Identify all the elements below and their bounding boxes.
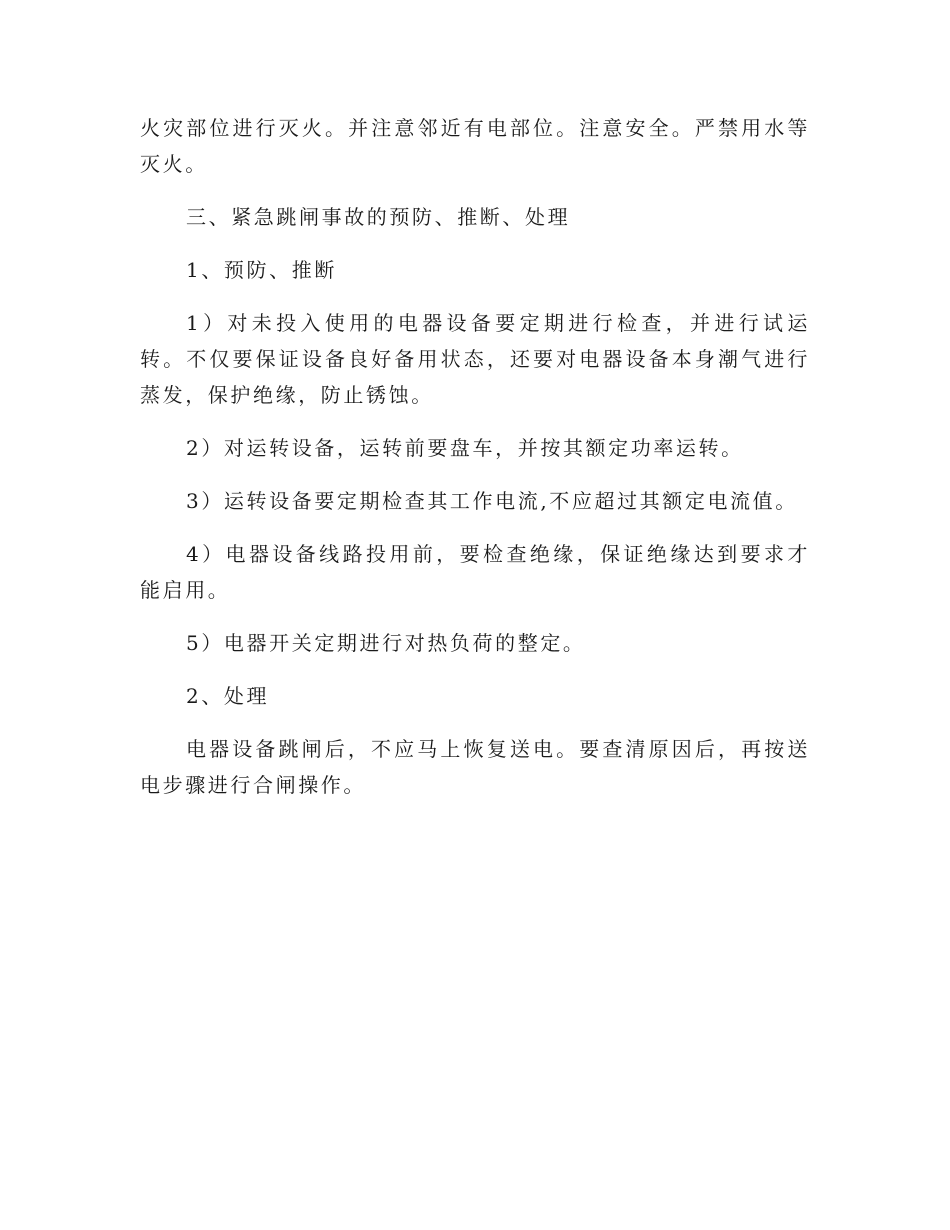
subheading-prevention: 1、预防、推断	[186, 258, 337, 282]
paragraph-handling: 电器设备跳闸后，不应马上恢复送电。要查清原因后，再按送电步骤进行合闸操作。	[140, 737, 810, 797]
subheading-handling: 2、处理	[186, 684, 270, 708]
list-item-2: 2）对运转设备，运转前要盘车，并按其额定功率运转。	[186, 436, 744, 460]
list-item-1: 1）对未投入使用的电器设备要定期进行检查，并进行试运转。不仅要保证设备良好备用状态，还要对电器设备本身潮气进行蒸发，保护绝缘，防止锈蚀。	[140, 311, 810, 407]
list-item-4: 4）电器设备线路投用前，要检查绝缘，保证绝缘达到要求才能启用。	[140, 542, 810, 602]
document-body	[140, 110, 810, 820]
list-item-5: 5）电器开关定期进行对热负荷的整定。	[186, 631, 586, 655]
paragraph-fire-continuation: 火灾部位进行灭火。并注意邻近有电部位。注意安全。严禁用水等灭火。	[140, 116, 810, 176]
section-heading-emergency-trip: 三、紧急跳闸事故的预防、推断、处理	[186, 205, 571, 229]
list-item-3: 3）运转设备要定期检查其工作电流,不应超过其额定电流值。	[186, 489, 798, 513]
